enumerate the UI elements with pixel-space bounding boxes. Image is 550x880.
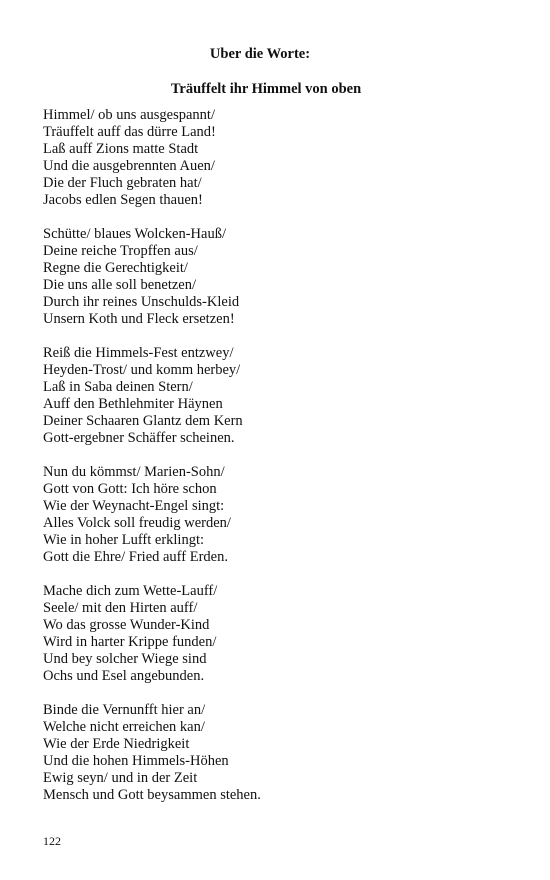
poem-line: Gott die Ehre/ Fried auff Erden. [43,549,228,565]
poem-title: Träuffelt ihr Himmel von oben [170,81,362,97]
poem-line: Mensch und Gott beysammen stehen. [43,787,261,803]
poem-line: Deiner Schaaren Glantz dem Kern [43,413,243,429]
poem-line: Die uns alle soll benetzen/ [43,277,197,293]
poem-line: Jacobs edlen Segen thauen! [43,192,203,208]
poem-heading: Uber die Worte: [209,46,311,62]
stanza [43,107,523,209]
poem-line: Schütte/ blaues Wolcken-Hauß/ [43,226,226,242]
poem-line: Durch ihr reines Unschulds-Kleid [43,294,240,310]
poem-line: Ewig seyn/ und in der Zeit [43,770,198,786]
poem-line: Heyden-Trost/ und komm herbey/ [43,362,241,378]
poem-line: Wo das grosse Wunder-Kind [43,617,210,633]
poem-line: Laß in Saba deinen Stern/ [43,379,193,395]
poem-line: Und die ausgebrennten Auen/ [43,158,215,174]
stanza [43,226,523,328]
poem-line: Gott-ergebner Schäffer scheinen. [43,430,235,446]
stanza [43,583,523,685]
poem-line: Welche nicht erreichen kan/ [43,719,205,735]
stanza [43,345,523,447]
poem-line: Gott von Gott: Ich höre schon [43,481,217,497]
poem-line: Die der Fluch gebraten hat/ [43,175,202,191]
poem-line: Deine reiche Tropffen aus/ [43,243,198,259]
poem-line: Ochs und Esel angebunden. [43,668,205,684]
poem-line: Wie in hoher Lufft erklingt: [43,532,205,548]
page-number: 122 [43,834,61,848]
poem-line: Reiß die Himmels-Fest entzwey/ [43,345,234,361]
poem-body [43,107,523,821]
poem-line: Regne die Gerechtigkeit/ [43,260,188,276]
stanza [43,464,523,566]
poem-line: Unsern Koth und Fleck ersetzen! [43,311,235,327]
poem-line: Wie der Erde Niedrigkeit [43,736,190,752]
poem-line: Himmel/ ob uns ausgespannt/ [43,107,215,123]
stanza [43,702,523,804]
poem-line: Nun du kömmst/ Marien-Sohn/ [43,464,225,480]
poem-line: Wird in harter Krippe funden/ [43,634,217,650]
poem-line: Und die hohen Himmels-Höhen [43,753,229,769]
poem-line: Mache dich zum Wette-Lauff/ [43,583,218,599]
poem-line: Binde die Vernunfft hier an/ [43,702,206,718]
poem-line: Träuffelt auff das dürre Land! [43,124,216,140]
poem-line: Alles Volck soll freudig werden/ [43,515,231,531]
poem-line: Laß auff Zions matte Stadt [43,141,199,157]
poem-line: Wie der Weynacht-Engel singt: [43,498,225,514]
poem-line: Auff den Bethlehmiter Häynen [43,396,223,412]
poem-line: Und bey solcher Wiege sind [43,651,207,667]
poem-line: Seele/ mit den Hirten auff/ [43,600,198,616]
